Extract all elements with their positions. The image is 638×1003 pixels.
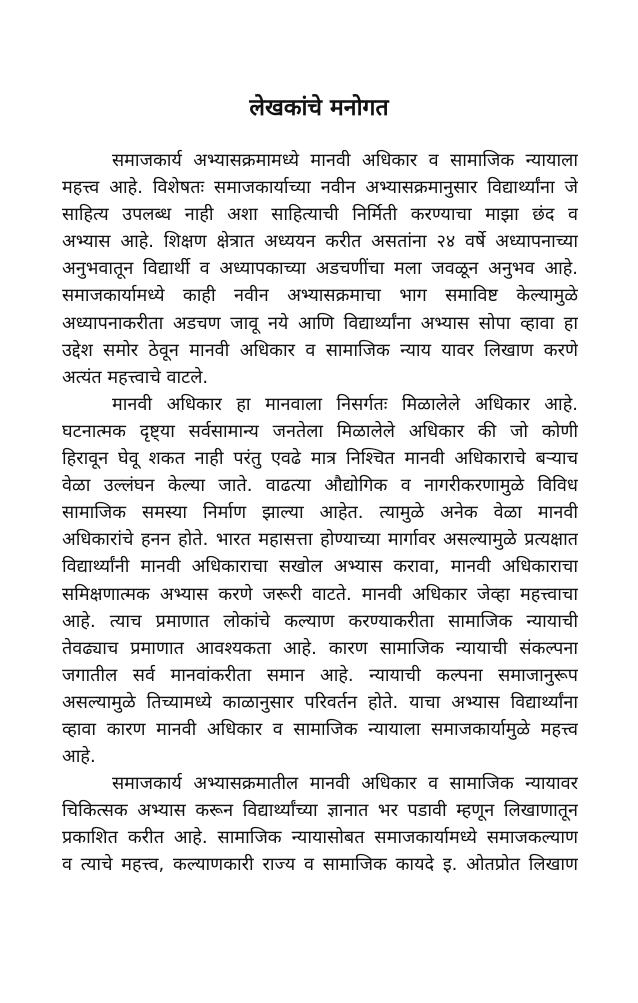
text-line: मानवी अधिकार हा मानवाला निसर्गतः मिळालेले अधिकार आहे. <box>112 393 578 415</box>
text-line: समिक्षणात्मक अभ्यास करणे जरूरी वाटते. मानवी अधिकार जेव्हा महत्त्वाचा <box>62 583 578 605</box>
text-line: अभ्यास आहे. शिक्षण क्षेत्रात अध्ययन करीत असतांना २४ वर्षे अध्यापनाच्या <box>62 231 578 253</box>
text-line: आहे. त्याच प्रमाणात लोकांचे कल्याण करण्याकरीता सामाजिक न्यायाची <box>62 610 578 632</box>
text-line: समाजकार्यामध्ये काही नवीन अभ्यासक्रमाचा भाग समाविष्ट केल्यामुळे <box>62 285 578 307</box>
text-line: हिरावून घेवू शकत नाही परंतु एवढे मात्र निश्चित मानवी अधिकाराचे बऱ्याच <box>62 448 578 470</box>
text-line: उद्देश समोर ठेवून मानवी अधिकार व सामाजिक न्याय यावर लिखाण करणे <box>62 339 578 361</box>
text-line: समाजकार्य अभ्यासक्रमामध्ये मानवी अधिकार व सामाजिक न्यायाला <box>112 150 578 171</box>
text-line: विद्यार्थ्यांनी मानवी अधिकाराचा सखोल अभ्यास करावा, मानवी अधिकाराचा <box>62 556 578 578</box>
text-line: वेळा उल्लंघन केल्या जाते. वाढत्या औद्योगिक व नागरीकरणामुळे विविध <box>62 475 578 497</box>
page-title: लेखकांचे मनोगत <box>249 95 389 121</box>
text-line: तेवढ्याच प्रमाणात आवश्यकता आहे. कारण सामाजिक न्यायाची संकल्पना <box>62 637 578 659</box>
document-body <box>62 147 578 879</box>
text-line: व त्याचे महत्त्व, कल्याणकारी राज्य व सामाजिक कायदे इ. ओतप्रोत लिखाण <box>62 854 578 876</box>
text-line: घटनात्मक दृष्ट्या सर्वसामान्य जनतेला मिळालेले अधिकार की जो कोणी <box>62 420 578 442</box>
text-line: चिकित्सक अभ्यास करून विद्यार्थ्यांच्या ज्ञानात भर पडावी म्हणून लिखाणातून <box>62 800 578 822</box>
text-line: सामाजिक समस्या निर्माण झाल्या आहेत. त्यामुळे अनेक वेळा मानवी <box>62 502 578 524</box>
text-line: अधिकारांचे हनन होते. भारत महासत्ता होण्याच्या मार्गावर असल्यामुळे प्रत्यक्षात <box>62 529 578 551</box>
text-line: साहित्य उपलब्ध नाही अशा साहित्याची निर्मिती करण्याचा माझा छंद व <box>62 204 578 226</box>
text-line: आहे. <box>62 746 96 768</box>
text-line: अनुभवातून विद्यार्थी व अध्यापकाच्या अडचणींचा मला जवळून अनुभव आहे. <box>62 258 578 280</box>
text-line: व्हावा कारण मानवी अधिकार व सामाजिक न्यायाला समाजकार्यामुळे महत्त्व <box>62 718 578 740</box>
text-line: महत्त्व आहे. विशेषतः समाजकार्याच्या नवीन अभ्यासक्रमानुसार विद्यार्थ्यांना जे <box>62 177 578 199</box>
text-line: समाजकार्य अभ्यासक्रमातील मानवी अधिकार व सामाजिक न्यायावर <box>112 773 578 795</box>
text-line: असल्यामुळे तिच्यामध्ये काळानुसार परिवर्तन होते. याचा अभ्यास विद्यार्थ्यांना <box>62 691 578 713</box>
text-line: अध्यापनाकरीता अडचण जावू नये आणि विद्यार्थ्यांना अभ्यास सोपा व्हावा हा <box>62 312 578 334</box>
text-line: जगातील सर्व मानवांकरीता समान आहे. न्यायाची कल्पना समाजानुरूप <box>62 664 578 686</box>
text-line: प्रकाशित करीत आहे. सामाजिक न्यायासोबत समाजकार्यामध्ये समाजकल्याण <box>62 827 578 849</box>
text-line: अत्यंत महत्त्वाचे वाटले. <box>62 366 209 388</box>
